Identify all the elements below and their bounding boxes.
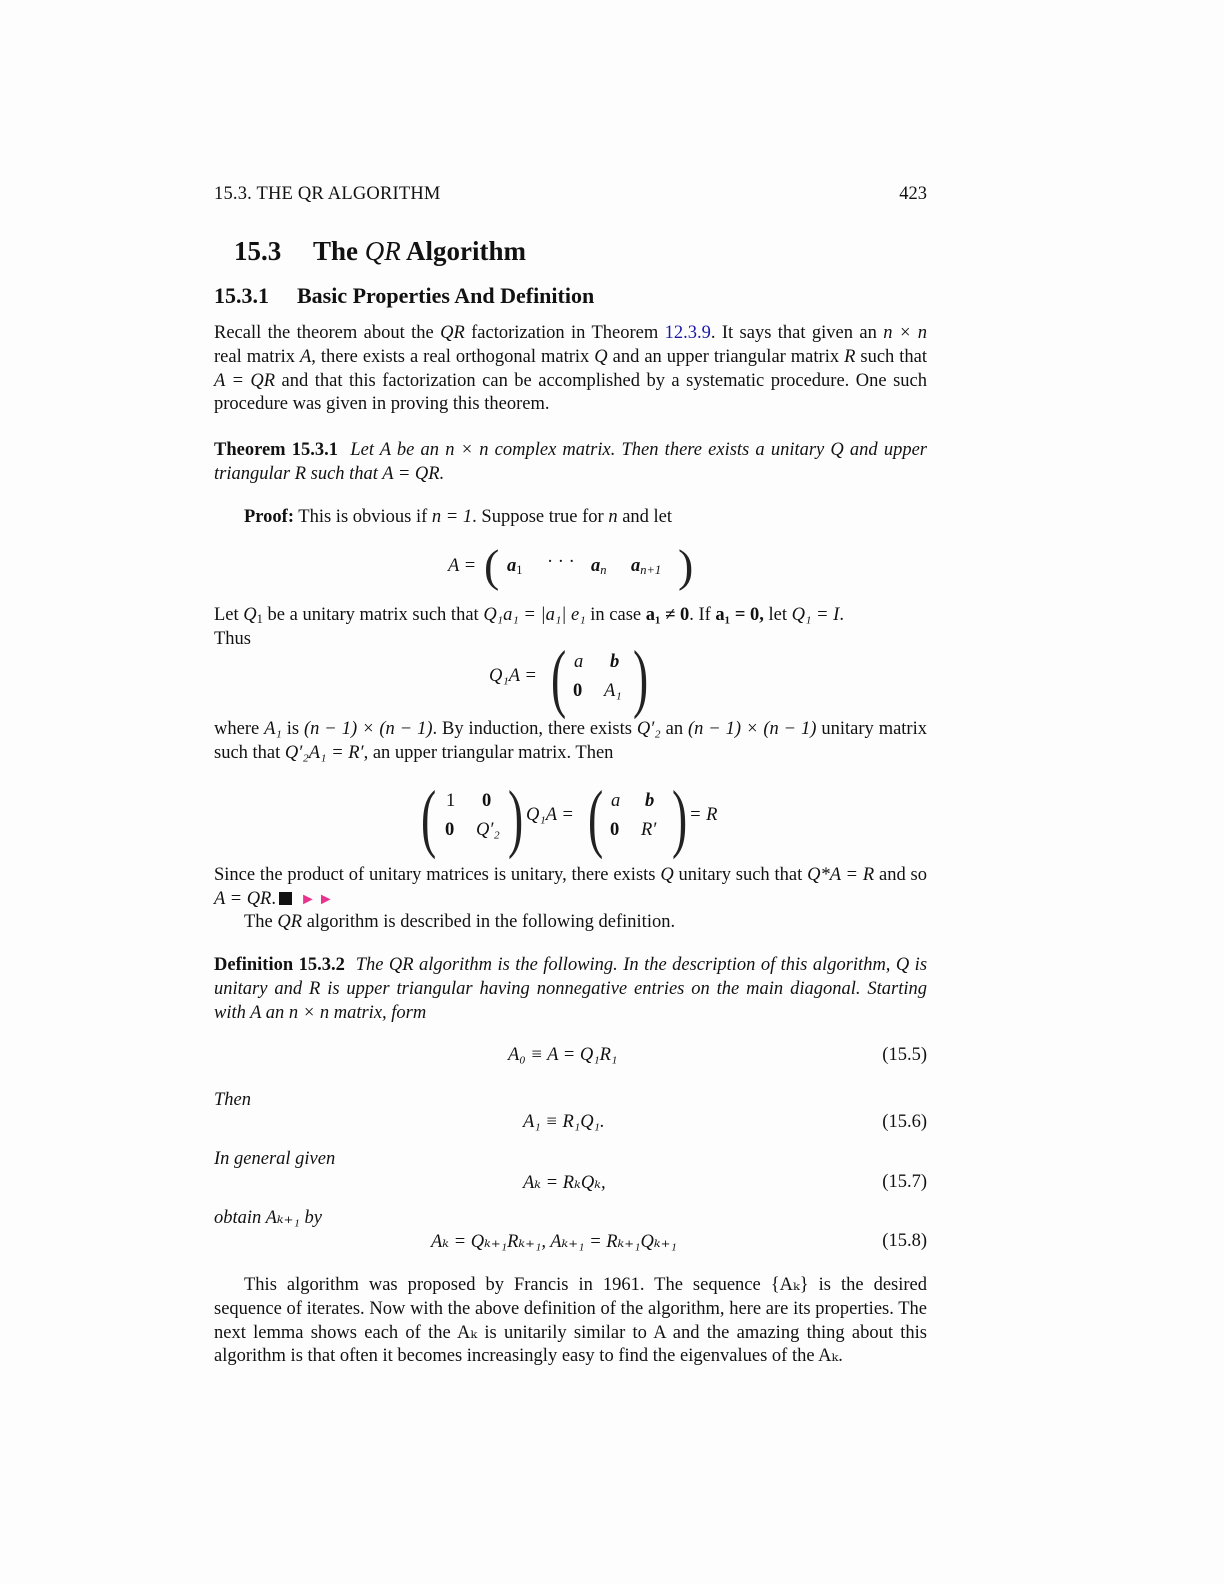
label-in-general: In general given <box>214 1149 336 1169</box>
left-paren: ( <box>421 776 437 860</box>
closing-paragraph: This algorithm was proposed by Francis in 1961. The sequence {Aₖ} is the desired sequence of iterates. Now with the above definition of the algorithm, here are its properties. The next lemma shows each of the Aₖ is unitarily similar to A and the amazing thing about this algorithm is that often it becomes increasingly easy to find the eigenvalues of the Aₖ. <box>214 1275 927 1367</box>
right-paren: ) <box>633 636 649 720</box>
since-paragraph: Since the product of unitary matrices is unitary, there exists Q unitary such that Q*A = R and so A = QR. ►► <box>214 865 927 909</box>
section-title-post: Algorithm <box>400 236 527 266</box>
left-paren: ( <box>484 540 500 591</box>
right-paren: ) <box>678 540 694 591</box>
equation-15-7: Aₖ = RₖQₖ, <box>523 1173 606 1193</box>
qed-square <box>279 892 292 905</box>
intro-paragraph: Recall the theorem about the QR factorization in Theorem 12.3.9. It says that given an n × n real matrix A, there exists a real orthogonal matrix Q and an upper triangular matrix R such that A = QR and that this factorization can be accomplished by a systematic procedure. One such procedure was given in proving this theorem. <box>214 323 928 415</box>
forward-arrows-icon[interactable]: ►► <box>300 890 336 908</box>
definition-label: Definition 15.3.2 <box>214 955 345 975</box>
label-obtain: obtain Aₖ₊₁ by <box>214 1208 322 1228</box>
label-then: Then <box>214 1090 251 1110</box>
section-title-pre: The <box>313 236 365 266</box>
theorem-label: Theorem 15.3.1 <box>214 440 338 460</box>
equation-number-15-7: (15.7) <box>882 1172 927 1192</box>
page-number: 423 <box>899 184 927 204</box>
subsection-title: Basic Properties And Definition <box>297 283 595 308</box>
right-paren: ) <box>508 776 524 860</box>
subsection-number: 15.3.1 <box>214 283 269 308</box>
section-heading <box>234 236 526 267</box>
induction-paragraph: where A₁ is (n − 1) × (n − 1). By induction, there exists Q′₂ an (n − 1) × (n − 1) unitary matrix such that Q′₂A₁ = R′, an upper triangular matrix. Then <box>214 719 927 763</box>
definition-statement: The QR algorithm is the following. In the description of this algorithm, Q is unitary and R is upper triangular having nonnegative entries on the main diagonal. Starting with A an n × n matrix, form <box>214 955 928 1023</box>
theorem-15-3-1 <box>214 439 927 487</box>
definition-15-3-2 <box>214 954 927 1025</box>
subsection-heading <box>214 283 594 309</box>
equation-15-5: A₀ ≡ A = Q₁R₁ <box>508 1045 618 1065</box>
qr-description: The QR algorithm is described in the following definition. <box>244 912 676 932</box>
equation-15-6: A₁ ≡ R₁Q₁. <box>523 1112 605 1132</box>
section-number: 15.3 <box>234 236 282 266</box>
running-head-title: 15.3. THE QR ALGORITHM <box>214 184 441 204</box>
left-paren: ( <box>551 636 567 720</box>
section-title-italic: QR <box>364 236 401 266</box>
equation-15-8: Aₖ = Qₖ₊₁Rₖ₊₁, Aₖ₊₁ = Rₖ₊₁Qₖ₊₁ <box>431 1232 677 1252</box>
equation-number-15-6: (15.6) <box>882 1112 927 1132</box>
equation-number-15-8: (15.8) <box>882 1231 927 1251</box>
theorem-statement: Let A be an n × n complex matrix. Then there exists a unitary Q and upper triangular R such that A = QR. <box>214 440 928 484</box>
proof-label: Proof: <box>244 507 294 527</box>
theorem-reference-link[interactable]: 12.3.9 <box>664 323 711 343</box>
equation-number-15-5: (15.5) <box>882 1045 927 1065</box>
right-paren: ) <box>672 776 688 860</box>
left-paren: ( <box>588 776 604 860</box>
proof-intro: Proof: This is obvious if n = 1. Suppose true for n and let <box>244 507 673 527</box>
let-q1-paragraph: Let $Q_1$ be a unitary matrix such that Q₁a₁ = |a₁| e₁ in case a₁ ≠ 0. If a₁ = 0, let Q₁ = I. Thus <box>214 605 844 649</box>
